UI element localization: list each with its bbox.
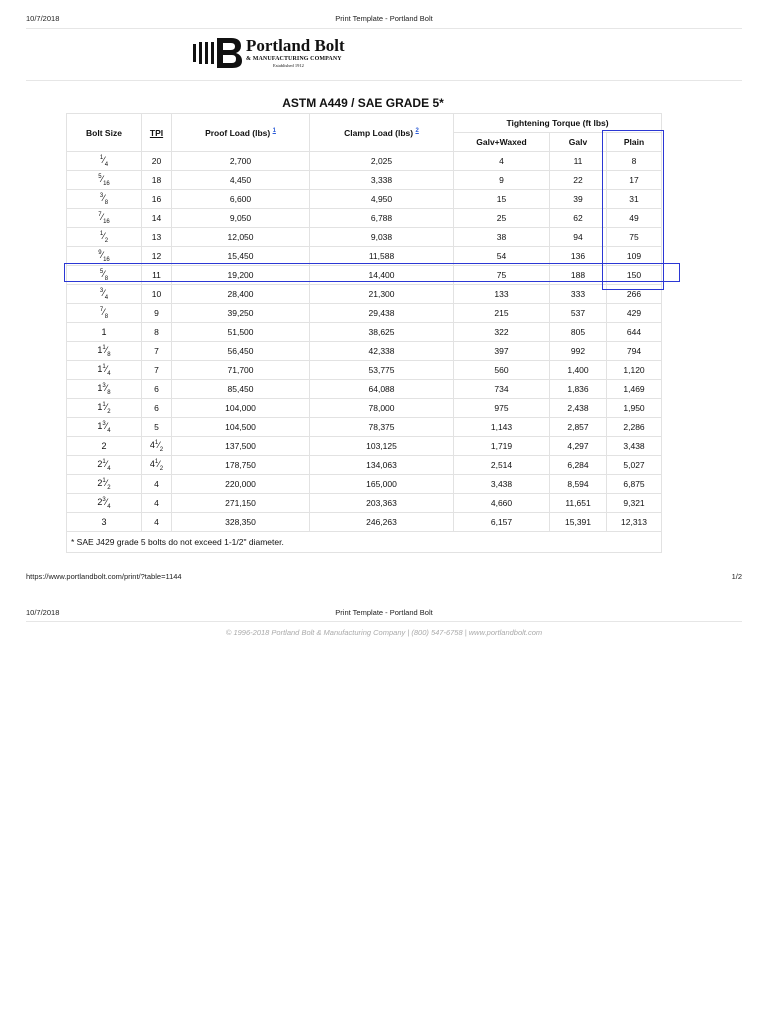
cell-torque-galv-waxed: 15	[454, 190, 550, 209]
cell-torque-galv: 2,857	[550, 418, 607, 437]
cell-tpi: 10	[142, 285, 172, 304]
cell-bolt-size	[67, 456, 142, 475]
cell-bolt-size	[67, 418, 142, 437]
cell-torque-galv: 11	[550, 152, 607, 171]
fraction-slash: ⁄	[158, 439, 160, 450]
table-row	[67, 323, 662, 342]
cell-clamp-load: 165,000	[310, 475, 454, 494]
cell-clamp-load: 53,775	[310, 361, 454, 380]
cell-clamp-load: 203,363	[310, 494, 454, 513]
bolt-logo-icon	[191, 36, 243, 70]
cell-torque-plain: 266	[607, 285, 662, 304]
tpi-whole: 4	[149, 439, 155, 450]
tpi-numerator: 1	[154, 439, 159, 446]
bolt-size-denominator: 8	[104, 313, 109, 320]
cell-torque-galv: 94	[550, 228, 607, 247]
clamp-load-footnote-link[interactable]: 2	[415, 127, 419, 134]
bolt-size-denominator: 4	[104, 161, 109, 168]
table-row	[67, 380, 662, 399]
page2-header	[26, 608, 742, 620]
cell-torque-plain: 429	[607, 304, 662, 323]
cell-proof-load: 104,000	[172, 399, 310, 418]
footer-page-number: 1/2	[731, 572, 742, 581]
col-header-bolt-size: Bolt Size	[67, 114, 142, 152]
bolt-size-numerator: 1	[99, 154, 104, 161]
cell-torque-plain: 1,469	[607, 380, 662, 399]
bolt-size-numerator: 3	[102, 496, 106, 503]
cell-torque-galv-waxed: 1,719	[454, 437, 550, 456]
clamp-load-label: Clamp Load (lbs)	[344, 127, 416, 138]
cell-torque-galv: 188	[550, 266, 607, 285]
table-footnote: * SAE J429 grade 5 bolts do not exceed 1-1/2" diameter.	[67, 532, 662, 553]
table-row	[67, 437, 662, 456]
cell-bolt-size	[67, 380, 142, 399]
bolt-size-numerator: 7	[99, 306, 104, 313]
fraction-slash: ⁄	[101, 211, 104, 222]
cell-bolt-size	[67, 190, 142, 209]
cell-tpi: 18	[142, 171, 172, 190]
fraction-slash: ⁄	[105, 382, 108, 393]
table-row	[67, 342, 662, 361]
highlight-row-box	[64, 263, 680, 282]
cell-torque-galv-waxed: 4,660	[454, 494, 550, 513]
cell-proof-load: 51,500	[172, 323, 310, 342]
cell-clamp-load: 103,125	[310, 437, 454, 456]
bolt-size-numerator: 1	[99, 230, 104, 237]
tpi-numerator: 1	[154, 458, 159, 465]
cell-torque-galv: 4,297	[550, 437, 607, 456]
cell-clamp-load: 3,338	[310, 171, 454, 190]
cell-bolt-size	[67, 285, 142, 304]
cell-proof-load: 220,000	[172, 475, 310, 494]
cell-clamp-load: 29,438	[310, 304, 454, 323]
bolt-size-denominator: 16	[103, 256, 110, 263]
page2-header-date: 10/7/2018	[26, 608, 60, 617]
cell-clamp-load: 21,300	[310, 285, 454, 304]
cell-bolt-size	[67, 399, 142, 418]
cell-bolt-size	[67, 209, 142, 228]
cell-torque-galv: 136	[550, 247, 607, 266]
cell-torque-plain: 8	[607, 152, 662, 171]
cell-torque-galv-waxed: 25	[454, 209, 550, 228]
cell-torque-plain: 6,875	[607, 475, 662, 494]
cell-tpi: 8	[142, 323, 172, 342]
bolt-size-whole: 1	[97, 401, 103, 412]
cell-bolt-size	[67, 228, 142, 247]
cell-torque-galv-waxed: 6,157	[454, 513, 550, 532]
table-row	[67, 418, 662, 437]
cell-tpi: 16	[142, 190, 172, 209]
bolt-size-numerator: 5	[99, 268, 104, 275]
cell-torque-galv: 15,391	[550, 513, 607, 532]
col-header-clamp-load	[310, 114, 454, 152]
cell-torque-galv: 8,594	[550, 475, 607, 494]
cell-proof-load: 19,200	[172, 266, 310, 285]
table-row	[67, 152, 662, 171]
cell-clamp-load: 64,088	[310, 380, 454, 399]
bolt-size-whole: 1	[97, 382, 103, 393]
cell-torque-galv-waxed: 54	[454, 247, 550, 266]
cell-tpi: 20	[142, 152, 172, 171]
cell-clamp-load: 42,338	[310, 342, 454, 361]
table-row	[67, 285, 662, 304]
portland-bolt-logo	[191, 36, 371, 76]
cell-bolt-size	[67, 361, 142, 380]
cell-torque-galv-waxed: 975	[454, 399, 550, 418]
cell-proof-load: 6,600	[172, 190, 310, 209]
cell-proof-load: 71,700	[172, 361, 310, 380]
cell-torque-galv: 39	[550, 190, 607, 209]
cell-proof-load: 271,150	[172, 494, 310, 513]
table-row	[67, 399, 662, 418]
tpi-denominator: 2	[159, 465, 164, 472]
table-row	[67, 304, 662, 323]
cell-torque-galv: 11,651	[550, 494, 607, 513]
cell-bolt-size	[67, 494, 142, 513]
header-date: 10/7/2018	[26, 14, 60, 23]
tpi-link[interactable]: TPI	[149, 127, 164, 138]
bolt-size-numerator: 3	[102, 382, 106, 389]
fraction-slash: ⁄	[105, 344, 108, 355]
fraction-slash: ⁄	[103, 306, 105, 317]
cell-torque-galv-waxed: 1,143	[454, 418, 550, 437]
bolt-size-whole: 2	[97, 458, 103, 469]
cell-clamp-load: 78,375	[310, 418, 454, 437]
cell-tpi: 9	[142, 304, 172, 323]
header-divider	[26, 28, 742, 29]
bolt-size-denominator: 4	[107, 503, 111, 510]
bolt-size-denominator: 2	[104, 237, 109, 244]
cell-clamp-load: 134,063	[310, 456, 454, 475]
cell-proof-load: 4,450	[172, 171, 310, 190]
header-title: Print Template - Portland Bolt	[335, 14, 433, 23]
table-title: ASTM A449 / SAE GRADE 5*	[282, 96, 444, 110]
bolt-size-numerator: 3	[102, 420, 106, 427]
bolt-size-denominator: 8	[107, 389, 111, 396]
cell-torque-plain: 12,313	[607, 513, 662, 532]
fraction-slash: ⁄	[101, 173, 104, 184]
cell-torque-galv-waxed: 4	[454, 152, 550, 171]
cell-proof-load: 104,500	[172, 418, 310, 437]
bolt-size-whole: 2	[97, 477, 103, 488]
tpi-whole: 4	[149, 458, 155, 469]
col-header-galv: Galv	[550, 133, 607, 152]
bolt-size-denominator: 16	[103, 180, 110, 187]
cell-proof-load: 178,750	[172, 456, 310, 475]
cell-torque-plain: 5,027	[607, 456, 662, 475]
cell-proof-load: 28,400	[172, 285, 310, 304]
cell-bolt-size	[67, 323, 142, 342]
logo-established: Established 1912	[273, 63, 304, 68]
page-header	[26, 14, 742, 26]
cell-clamp-load: 246,263	[310, 513, 454, 532]
bolt-size-numerator: 1	[102, 458, 106, 465]
bolt-size-numerator: 3	[99, 192, 104, 199]
proof-load-footnote-link[interactable]: 1	[272, 127, 276, 134]
cell-bolt-size	[67, 171, 142, 190]
fraction-slash: ⁄	[105, 420, 108, 431]
cell-tpi: 4	[142, 475, 172, 494]
cell-tpi: 6	[142, 380, 172, 399]
cell-proof-load: 137,500	[172, 437, 310, 456]
table-row	[67, 494, 662, 513]
cell-torque-galv: 1,836	[550, 380, 607, 399]
cell-tpi: 12	[142, 247, 172, 266]
cell-torque-galv: 805	[550, 323, 607, 342]
cell-proof-load: 39,250	[172, 304, 310, 323]
fraction-slash: ⁄	[103, 230, 105, 241]
table-row	[67, 171, 662, 190]
cell-torque-plain: 49	[607, 209, 662, 228]
cell-tpi	[142, 437, 172, 456]
bolt-size-numerator: 3	[99, 287, 104, 294]
tpi-denominator: 2	[159, 446, 164, 453]
page2-header-divider	[26, 621, 742, 622]
fraction-slash: ⁄	[103, 192, 105, 203]
cell-tpi: 11	[142, 266, 172, 285]
cell-torque-plain: 2,286	[607, 418, 662, 437]
cell-clamp-load: 78,000	[310, 399, 454, 418]
bolt-size-numerator: 1	[102, 363, 106, 370]
highlight-column-box	[602, 130, 664, 290]
cell-tpi: 5	[142, 418, 172, 437]
cell-torque-plain: 75	[607, 228, 662, 247]
fraction-slash: ⁄	[105, 458, 108, 469]
cell-bolt-size	[67, 304, 142, 323]
cell-torque-plain: 9,321	[607, 494, 662, 513]
cell-torque-galv: 6,284	[550, 456, 607, 475]
cell-torque-plain: 1,120	[607, 361, 662, 380]
cell-torque-galv-waxed: 133	[454, 285, 550, 304]
cell-bolt-size	[67, 475, 142, 494]
cell-clamp-load: 14,400	[310, 266, 454, 285]
bolt-size-denominator: 8	[107, 351, 111, 358]
table-row	[67, 190, 662, 209]
cell-proof-load: 12,050	[172, 228, 310, 247]
cell-torque-galv-waxed: 322	[454, 323, 550, 342]
bolt-size-denominator: 4	[107, 427, 111, 434]
bolt-size-whole: 1	[101, 327, 107, 337]
cell-torque-galv: 22	[550, 171, 607, 190]
fraction-slash: ⁄	[105, 477, 108, 488]
cell-torque-galv-waxed: 215	[454, 304, 550, 323]
cell-torque-galv: 537	[550, 304, 607, 323]
bolt-size-denominator: 2	[107, 408, 111, 415]
fraction-slash: ⁄	[105, 496, 108, 507]
bolt-size-denominator: 4	[104, 294, 109, 301]
cell-torque-galv: 2,438	[550, 399, 607, 418]
col-header-plain: Plain	[607, 133, 662, 152]
cell-torque-galv-waxed: 734	[454, 380, 550, 399]
cell-tpi: 6	[142, 399, 172, 418]
cell-torque-galv-waxed: 38	[454, 228, 550, 247]
bolt-size-numerator: 1	[102, 401, 106, 408]
table-row	[67, 475, 662, 494]
bolt-size-whole: 1	[97, 420, 103, 431]
cell-tpi: 4	[142, 494, 172, 513]
proof-load-label: Proof Load (lbs)	[205, 127, 273, 138]
cell-clamp-load: 2,025	[310, 152, 454, 171]
bolt-size-numerator: 1	[102, 344, 106, 351]
logo-divider	[26, 80, 742, 81]
bolt-size-numerator: 5	[98, 173, 102, 180]
cell-torque-plain: 794	[607, 342, 662, 361]
col-header-proof-load	[172, 114, 310, 152]
cell-clamp-load: 38,625	[310, 323, 454, 342]
cell-torque-galv-waxed: 397	[454, 342, 550, 361]
page2-header-title: Print Template - Portland Bolt	[335, 608, 433, 617]
cell-torque-galv: 62	[550, 209, 607, 228]
bolt-size-whole: 2	[101, 441, 107, 451]
cell-torque-plain: 31	[607, 190, 662, 209]
bolt-size-denominator: 2	[107, 484, 111, 491]
cell-torque-galv-waxed: 9	[454, 171, 550, 190]
fraction-slash: ⁄	[103, 287, 105, 298]
table-row	[67, 513, 662, 532]
cell-proof-load: 85,450	[172, 380, 310, 399]
fraction-slash: ⁄	[103, 154, 105, 165]
cell-proof-load: 328,350	[172, 513, 310, 532]
logo-company-name: Portland Bolt	[246, 36, 345, 55]
bolt-size-denominator: 4	[107, 465, 111, 472]
bolt-size-denominator: 8	[104, 199, 109, 206]
cell-torque-galv: 333	[550, 285, 607, 304]
bolt-size-whole: 1	[97, 363, 103, 374]
table-row	[67, 228, 662, 247]
bolt-size-whole: 3	[101, 517, 107, 527]
cell-tpi: 13	[142, 228, 172, 247]
cell-clamp-load: 9,038	[310, 228, 454, 247]
cell-torque-plain: 644	[607, 323, 662, 342]
cell-clamp-load: 6,788	[310, 209, 454, 228]
cell-torque-plain: 3,438	[607, 437, 662, 456]
bolt-size-whole: 2	[97, 496, 103, 507]
cell-bolt-size	[67, 342, 142, 361]
fraction-slash: ⁄	[101, 249, 104, 260]
cell-proof-load: 15,450	[172, 247, 310, 266]
cell-tpi: 14	[142, 209, 172, 228]
cell-bolt-size	[67, 437, 142, 456]
bolt-size-numerator: 7	[98, 211, 102, 218]
cell-torque-galv-waxed: 3,438	[454, 475, 550, 494]
col-header-tpi[interactable]	[142, 114, 172, 152]
cell-torque-plain: 150	[607, 266, 662, 285]
cell-proof-load: 9,050	[172, 209, 310, 228]
fraction-slash: ⁄	[103, 268, 105, 279]
cell-torque-plain: 1,950	[607, 399, 662, 418]
cell-bolt-size	[67, 513, 142, 532]
cell-bolt-size	[67, 152, 142, 171]
logo-subtitle: & MANUFACTURING COMPANY	[246, 56, 342, 62]
cell-clamp-load: 4,950	[310, 190, 454, 209]
cell-torque-galv-waxed: 75	[454, 266, 550, 285]
fraction-slash: ⁄	[105, 401, 108, 412]
cell-clamp-load: 11,588	[310, 247, 454, 266]
table-row	[67, 209, 662, 228]
cell-proof-load: 56,450	[172, 342, 310, 361]
bolt-size-numerator: 9	[98, 249, 102, 256]
table-row	[67, 361, 662, 380]
cell-torque-galv: 1,400	[550, 361, 607, 380]
bolt-size-whole: 1	[97, 344, 103, 355]
bolt-size-numerator: 1	[102, 477, 106, 484]
cell-torque-plain: 109	[607, 247, 662, 266]
cell-torque-galv-waxed: 2,514	[454, 456, 550, 475]
copyright-line: © 1996-2018 Portland Bolt & Manufacturing Company | (800) 547-6758 | www.portlandbolt.com	[225, 628, 543, 637]
cell-torque-galv-waxed: 560	[454, 361, 550, 380]
cell-tpi	[142, 456, 172, 475]
cell-proof-load: 2,700	[172, 152, 310, 171]
footer-url: https://www.portlandbolt.com/print/?table=1144	[26, 572, 182, 581]
cell-tpi: 7	[142, 361, 172, 380]
cell-tpi: 4	[142, 513, 172, 532]
cell-torque-plain: 17	[607, 171, 662, 190]
fraction-slash: ⁄	[105, 363, 108, 374]
bolt-size-denominator: 4	[107, 370, 111, 377]
bolt-size-denominator: 8	[104, 275, 109, 282]
col-header-tightening-torque: Tightening Torque (ft lbs)	[454, 114, 662, 133]
bolt-torque-table	[66, 113, 662, 553]
page-footer	[26, 572, 742, 584]
fraction-slash: ⁄	[158, 458, 160, 469]
table-row	[67, 456, 662, 475]
bolt-size-denominator: 16	[103, 218, 110, 225]
col-header-galv-waxed: Galv+Waxed	[454, 133, 550, 152]
cell-tpi: 7	[142, 342, 172, 361]
cell-torque-galv: 992	[550, 342, 607, 361]
